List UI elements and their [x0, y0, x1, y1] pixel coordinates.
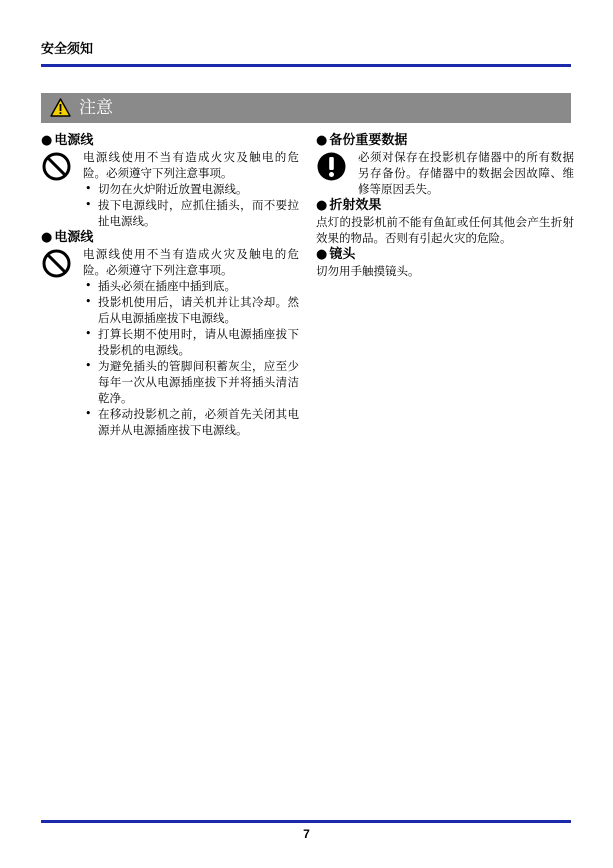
caution-banner [41, 93, 571, 123]
list-item: • 插头必须在插座中插到底。 [85, 279, 236, 293]
section-dot: ● [41, 230, 53, 245]
power-cord-section-2 [41, 246, 299, 438]
section-heading [316, 246, 574, 263]
refraction-text: 点灯的投影机前不能有鱼缸或任何其他会产生折射效果的物品。否则有引起火灾的危险。 [316, 215, 574, 245]
right-column [316, 132, 574, 279]
prohibition-icon [42, 152, 71, 181]
section-dot: ● [316, 133, 328, 148]
section-heading [316, 197, 574, 214]
backup-data-section [316, 149, 574, 197]
left-column [41, 132, 299, 438]
header-rule [41, 64, 571, 67]
footer-rule [41, 820, 571, 823]
mandatory-exclamation-icon [317, 152, 346, 181]
list-item: • 切勿在火炉附近放置电源线。 [85, 182, 248, 196]
section-heading [41, 229, 299, 246]
list-item: • 打算长期不使用时，请从电源插座拔下投影机的电源线。 [85, 327, 299, 357]
bullet-list [83, 181, 299, 229]
section-dot: ● [41, 133, 53, 148]
bullet: • [85, 279, 92, 292]
section-title: 电源线 [54, 133, 94, 148]
bullet: • [85, 327, 92, 340]
list-item: • 拔下电源线时，应抓住插头，而不要拉扯电源线。 [85, 198, 299, 228]
section-title: 备份重要数据 [329, 133, 408, 148]
bullet: • [85, 407, 92, 420]
section-text: 必须对保存在投影机存储器中的所有数据另存备份。存储器中的数据会因故障、维修等原因丢失。 [358, 150, 574, 196]
section-dot: ● [316, 198, 328, 213]
section-intro: 电源线使用不当有造成火灾及触电的危险。必须遵守下列注意事项。 [83, 247, 299, 277]
section-dot: ● [316, 247, 328, 262]
caution-title: 注意 [79, 98, 113, 118]
bullet: • [85, 359, 92, 372]
section-title: 电源线 [54, 230, 94, 245]
list-item: • 为避免插头的管脚间积蓄灰尘，应至少每年一次从电源插座拔下并将插头清洁乾净。 [85, 359, 299, 405]
section-title: 镜头 [329, 247, 356, 262]
page-number: 7 [303, 827, 310, 841]
power-cord-section-1 [41, 149, 299, 229]
list-item: • 投影机使用后，请关机并让其冷却。然后从电源插座拔下电源线。 [85, 295, 299, 325]
bullet: • [85, 198, 92, 211]
list-item: • 在移动投影机之前，必须首先关闭其电源并从电源插座拔下电源线。 [85, 407, 299, 437]
section-intro: 电源线使用不当有造成火灾及触电的危险。必须遵守下列注意事项。 [83, 150, 299, 180]
lens-text: 切勿用手触摸镜头。 [316, 264, 420, 278]
section-heading [41, 132, 299, 149]
warning-icon [50, 98, 71, 117]
bullet-list [83, 278, 299, 438]
prohibition-icon [42, 249, 71, 278]
section-title: 折射效果 [329, 198, 382, 213]
section-heading [316, 132, 574, 149]
bullet: • [85, 182, 92, 195]
bullet: • [85, 295, 92, 308]
page-header-title: 安全须知 [41, 42, 94, 57]
